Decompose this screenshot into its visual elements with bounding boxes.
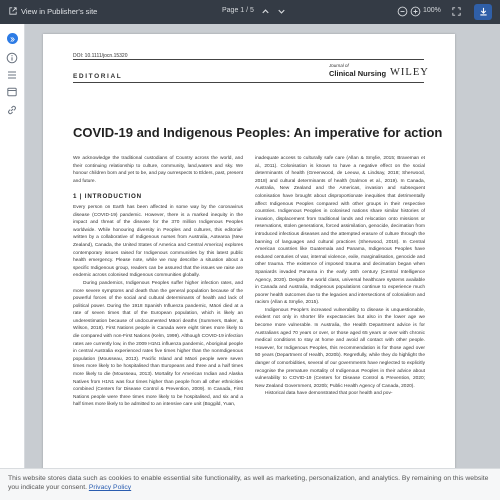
acknowledgement-paragraph: We acknowledge the traditional custodians of Country across the world, and their continuing relationship to culture, community, land,waters and sky. We honour children born and yet to be, and pay ourrespects to Elders, past, present and future. [73,156,243,184]
section-label: EDITORIAL [73,73,123,80]
chevron-down-icon[interactable] [276,6,287,17]
body-paragraph: During pandemics, Indigenous Peoples suffer higher infection rates, and more severe symptoms and death than the general population because of the powerful forces of the social and cultural determinants of health and lack of political power. During the 1918 Spanish Influenza pandemic, Māori died at a rate of seven times that of the European population, which is likely an underestimation because of undocumented Māori deaths (Summers, Baker, & Wilson, 2018). First Nations people in Canada were eight times more likely to die compared with non-First Nations (Kelm, 1999). Although COVID-19 infection rates are currently low, in the 2009 H1N1 influenza pandemic, Aboriginal people in central Australia experienced rates five times higher than the nonIndigenous population (Mousseau, 2013). Pacific Island and Māori people were seven times more likely to be hospitalised than Europeans and three and a half times more likely to die (Mousseau, 2013). Mortality for American Indian and Alaska Natives from H1N1 was four times higher than people from all other ethnicities combined (Centers for Disease Control & Prevention, 2009). In Canada, First Nations people were three times more likely to be hospitalised, and six and a half times more likely to be admitted to an intensive care unit (Boggild, Yuan, [73,280,243,408]
header-rule-bottom [73,82,424,83]
article-title: COVID-19 and Indigenous Peoples: An imperative for action [73,125,443,140]
list-icon[interactable] [6,69,18,81]
body-paragraph: inadequate access to culturally safe care (Allan & Smylie, 2015; Braveman et al., 2011). Colonisation is known to have a negative effect on the social determinants of health (Greenwood, de Leeuw, & Lindsay, 2018; Sherwood, 2018) and cultural determinants of health (Salmon et al., 2019). In Canada, Australia, New Zealand and the Americas, invasion and subsequent colonisation have brought about disproportionate inequities that detrimentally affect Indigenous Peoples compared with other groups in their respective countries. Indigenous Peoples in colonised nations share similar histories of invasion, displacement from traditional lands and relocation onto missions or reservations, stolen generations, forced assimilation, genocide, decimation from introduced infectious diseases and the attempted erasure of culture through the banning of languages and cultural practices (Sherwood, 2018). In Central American countries like Guatemala and Panama, Indigenous Peoples have endured centuries of war, internal violence, exile, marginalisation, genocide and other trauma. The existence of imposed trauma and decimation began when Spaniards invaded Panama in the early 16th century (Central Intelligence Agency, 2020). Despite the world class, universal healthcare systems available in Canada and Australia, Indigenous populations continue to experience much poorer health outcomes due to the legacies and intersections of colonialism and racism (Allan & Smylie, 2015). [255,156,425,306]
doi: DOI: 10.1111/jocn.15320 [73,53,128,59]
external-link-icon [9,7,17,17]
journal-name: Clinical Nursing [329,69,387,78]
bookmark-icon[interactable] [6,86,18,98]
body-paragraph: Indigenous People's increased vulnerability to disease is unquestionable, evident not only in shorter life expectancies but also in the lower age we become more vulnerable. In Australia, the Health Department advice is for Australians aged 70 years or over, or those aged 65 years or over with chronic medical conditions to stay at home and avoid all contact with other people. However, for Indigenous Peoples, this recommendation is for those aged over 50 years (Department of Health, 2020b). Regretfully, while they do highlight the danger of comorbidities, several of our governments have neglected to explicitly recognise the premature mortality of Indigenous Peoples in their advice about vulnerability to COVID-19 (Centers for Disease Control & Prevention, 2020; New Zealand Government, 2020b; Public Health Agency of Canada, 2020). [255,307,425,389]
download-button[interactable] [474,4,492,20]
header-rule-top [73,59,424,60]
page-indicator: Page 1 / 5 [222,7,254,14]
download-icon [479,3,488,21]
sidebar-rail [0,24,25,500]
expand-sidebar-button[interactable] [7,33,18,44]
body-paragraph: Every person on Earth has been affected in some way by the coronavirus disease (COVID-19) pandemic. However, there is a marked inequity in the impact and threat of the disease for the 370 million Indigenous Peoples worldwide. While honouring diversity in Peoples and cultures, this editorial-written by a collaborative of Indigenous nurses from Australia, Aotearoa (New Zealand), Canada, the United States of America and Central America) explores contemporary issues raised for Indigenous communities by this latest public health emergency. Please note, while we may describe a situation about a specific Indigenous group, readers can be assured that the issues we raise are endemic across colonised Indigenous communities globally. [73,204,243,279]
right-column [255,155,425,398]
cookie-message: This website stores data such as cookies to enable essential site functionality, as well as marketing, personalization, and analytics. By remaining on this website you indicate your consent. [8,475,489,491]
zoom-in-icon[interactable] [410,6,421,17]
cookie-text [8,474,492,492]
pdf-page [43,34,455,500]
publisher-logo: WILEY [390,67,429,78]
fit-icon[interactable] [451,6,462,17]
view-in-publisher-link[interactable] [5,4,103,19]
link-icon[interactable] [6,104,18,116]
journal-prefix: Journal of [329,63,349,68]
chevron-right-icon [9,30,16,48]
cookie-banner [0,468,500,500]
info-icon[interactable] [6,52,18,64]
publisher-link-label: View in Publisher's site [21,7,98,16]
privacy-policy-link[interactable]: Privacy Policy [88,484,132,491]
left-column [73,155,243,409]
chevron-up-icon[interactable] [260,6,271,17]
body-paragraph: Historical data have demonstrated that poor health and pov- [265,391,393,397]
section-heading: 1 | INTRODUCTION [73,193,142,201]
zoom-out-icon[interactable] [397,6,408,17]
viewer-toolbar [0,0,500,24]
zoom-level: 100% [423,7,441,14]
